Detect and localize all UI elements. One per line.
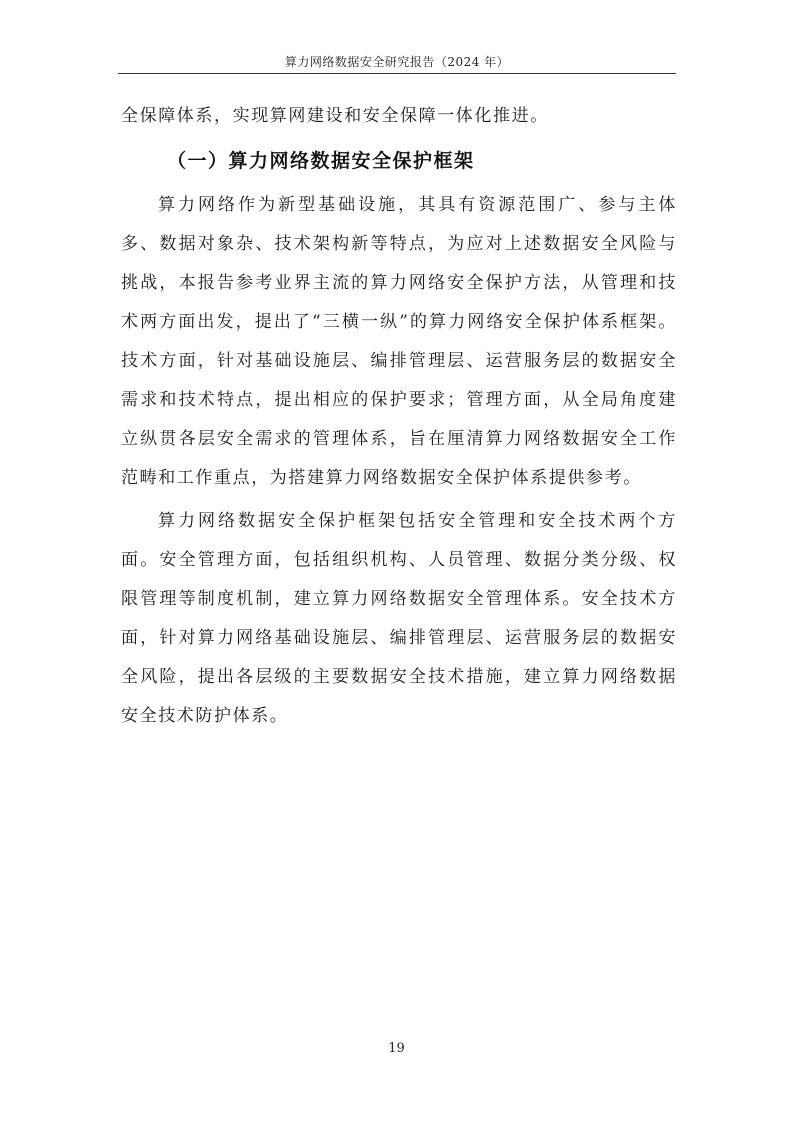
running-header: 算力网络数据安全研究报告（2024 年） <box>284 55 510 69</box>
body-paragraph-2: 算力网络数据安全保护框架包括安全管理和安全技术两个方面。安全管理方面，包括组织机构、人员管理、数据分类分级、权限管理等制度机制，建立算力网络数据安全管理体系。安全技术方面，针对算力网络基础设施层、编排管理层、运营服务层的数据安全风险，提出各层级的主要数据安全技术措施，建立算力网络数据安全技术防护体系。 <box>121 511 677 726</box>
section-heading: （一）算力网络数据安全保护框架 <box>167 150 475 172</box>
body-paragraph-1: 算力网络作为新型基础设施，其具有资源范围广、参与主体多、数据对象杂、技术架构新等特点，为应对上述数据安全风险与挑战，本报告参考业界主流的算力网络安全保护方法，从管理和技术两方面出发，提出了“三横一纵”的算力网络安全保护体系框架。技术方面，针对基础设施层、编排管理层、运营服务层的数据安全需求和技术特点，提出相应的保护要求；管理方面，从全局角度建立纵贯各层安全需求的管理体系，旨在厘清算力网络数据安全工作范畴和工作重点，为搭建算力网络数据安全保护体系提供参考。 <box>121 195 677 488</box>
page-number: 19 <box>388 1041 405 1056</box>
header-divider <box>118 73 676 74</box>
continuation-paragraph: 全保障体系，实现算网建设和安全保障一体化推进。 <box>121 106 549 126</box>
page-body <box>121 97 677 736</box>
